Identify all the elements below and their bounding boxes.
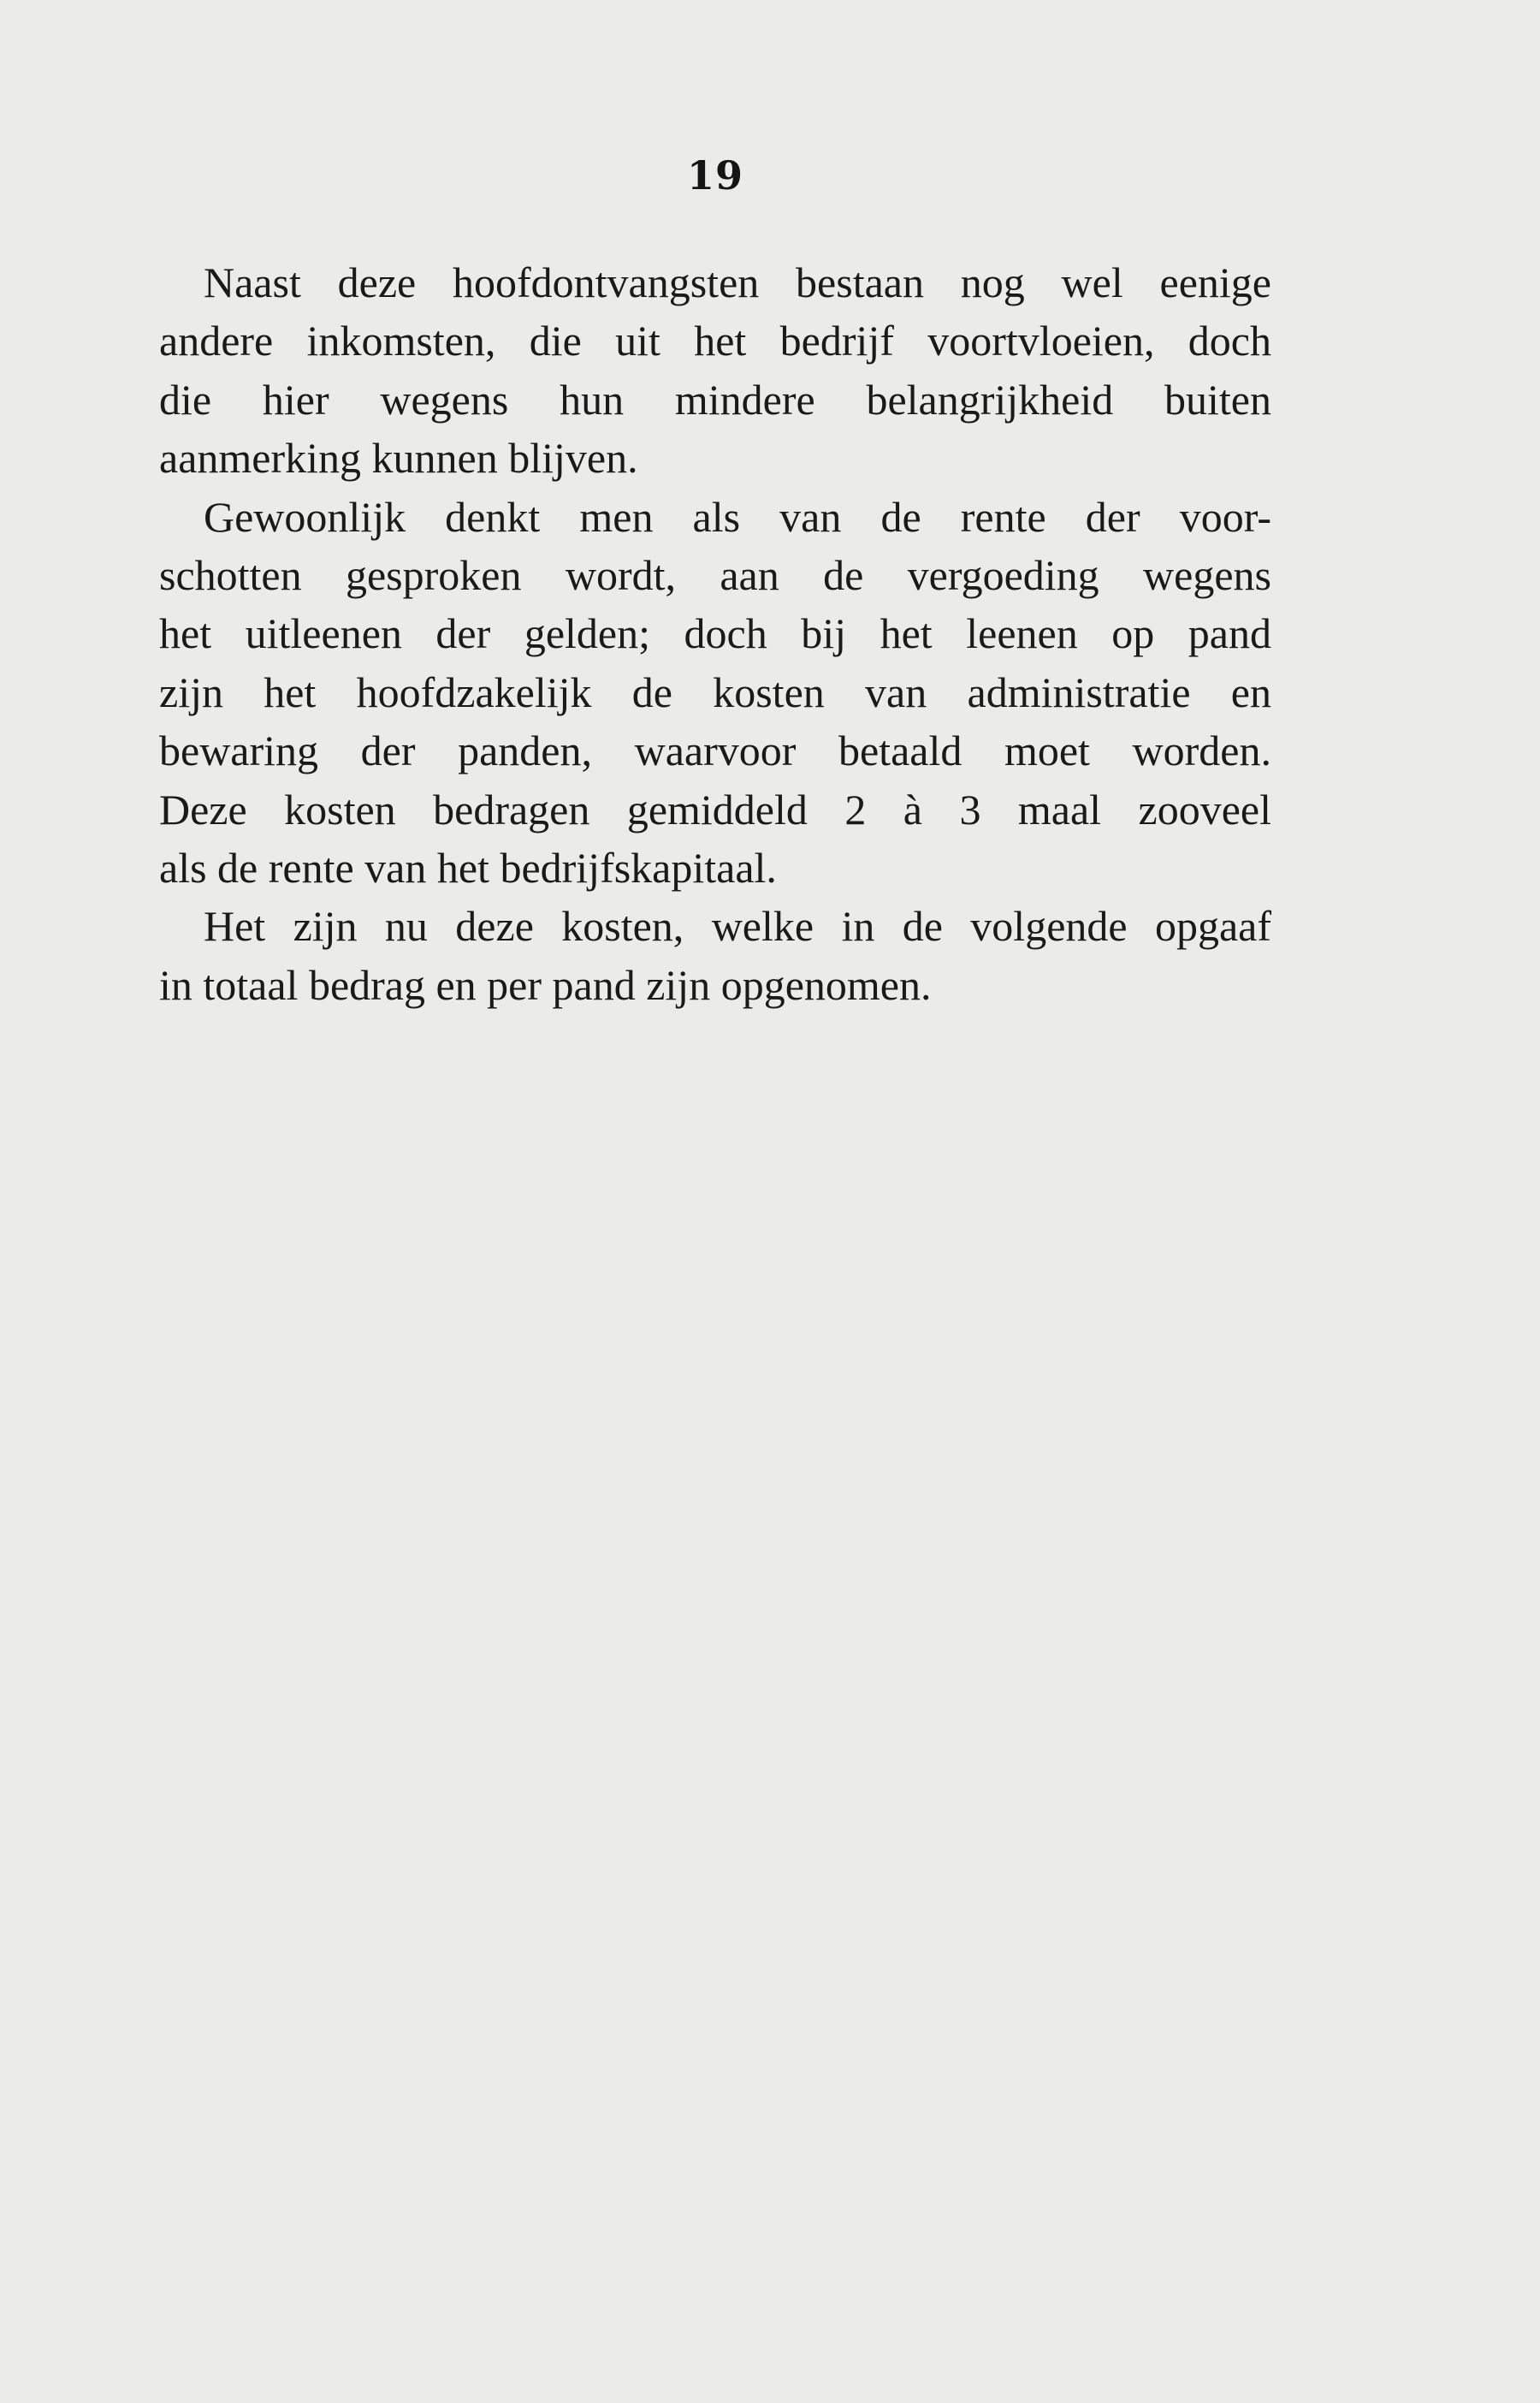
body-text	[159, 253, 1271, 1014]
text-line: bewaring der panden, waarvoor betaald moet worden.	[159, 727, 1271, 775]
text-line: Naast deze hoofdontvangsten bestaan nog wel eenige	[204, 258, 1271, 306]
text-line: Gewoonlijk denkt men als van de rente der voor-	[204, 492, 1271, 541]
text-line: die hier wegens hun mindere belangrijkheid buiten	[159, 375, 1271, 424]
text-line: andere inkomsten, die uit het bedrijf voortvloeien, doch	[159, 317, 1271, 365]
paragraph-1	[159, 253, 1271, 488]
text-line: in totaal bedrag en per pand zijn opgenomen.	[159, 960, 932, 1009]
text-line: Het zijn nu deze kosten, welke in de volgende opgaaf	[204, 902, 1271, 951]
page-number: 19	[686, 152, 743, 199]
text-line: het uitleenen der gelden; doch bij het leenen op pand	[159, 609, 1271, 658]
text-line: als de rente van het bedrijfskapitaal.	[159, 844, 777, 893]
text-line: aanmerking kunnen blijven.	[159, 434, 638, 483]
text-line: schotten gesproken wordt, aan de vergoeding wegens	[159, 551, 1271, 600]
paragraph-3	[159, 897, 1271, 1014]
text-line: Deze kosten bedragen gemiddeld 2 à 3 maal zooveel	[159, 785, 1271, 834]
paragraph-2	[159, 488, 1271, 898]
text-line: zijn het hoofdzakelijk de kosten van administratie en	[159, 668, 1271, 716]
